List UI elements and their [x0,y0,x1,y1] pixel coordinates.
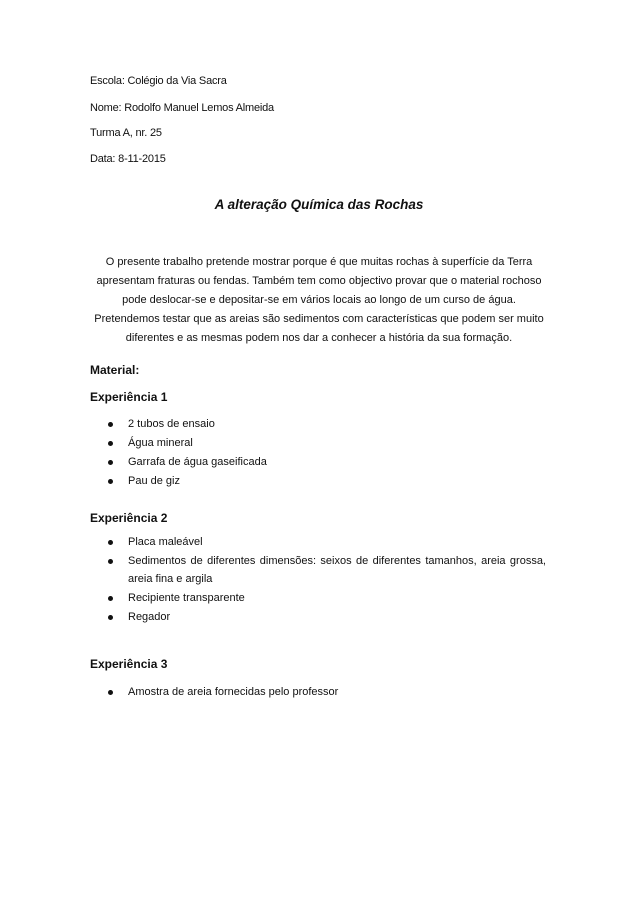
bullet-icon [108,690,113,695]
bullet-icon [108,540,113,545]
list-item [0,608,546,626]
bullet-icon [108,479,113,484]
bullet-icon [108,615,113,620]
name-line: Nome: Rodolfo Manuel Lemos Almeida [90,102,274,114]
list-item [0,415,546,433]
intro-paragraph: O presente trabalho pretende mostrar porque é que muitas rochas à superfície da Terra apresentam fraturas ou fendas. Também tem como objectivo provar que o material rochoso pode deslocar-se e depositar-se em vários locais ao longo de um curso de água. Pretendemos testar que as areias são sedimentos com características que podem ser muito diferentes e as mesmas podem nos dar a conhecer a história da sua formação. [94,256,544,344]
list-item-text: Amostra de areia fornecidas pelo professor [128,686,339,698]
material-heading: Material: [90,363,140,377]
document-title: A alteração Química das Rochas [214,197,424,212]
experiment-3-list [0,683,638,702]
list-item-text: Pau de giz [128,475,180,487]
list-item [0,589,546,607]
list-item-text: Água mineral [128,437,193,449]
experiment-1-heading: Experiência 1 [90,390,168,404]
list-item-text: Recipiente transparente [128,592,245,604]
experiment-3-heading: Experiência 3 [90,657,168,671]
bullet-icon [108,559,113,564]
bullet-icon [108,596,113,601]
list-item [0,453,546,471]
class-line: Turma A, nr. 25 [90,127,162,139]
date-line: Data: 8-11-2015 [90,153,166,165]
list-item [0,434,546,452]
bullet-icon [108,422,113,427]
bullet-icon [108,460,113,465]
experiment-2-list [0,533,638,627]
experiment-2-heading: Experiência 2 [90,511,168,525]
list-item-text: Regador [128,611,171,623]
list-item [0,552,546,588]
list-item [0,533,546,551]
list-item-text: 2 tubos de ensaio [128,418,215,430]
school-line: Escola: Colégio da Via Sacra [90,75,227,87]
list-item [0,472,546,490]
list-item-text: Placa maleável [128,536,203,548]
list-item-text: Garrafa de água gaseificada [128,456,267,468]
list-item-text: Sedimentos de diferentes dimensões: seixos de diferentes tamanhos, areia grossa, areia fina e argila [128,555,546,585]
list-item [0,683,546,701]
bullet-icon [108,441,113,446]
experiment-1-list [0,415,638,491]
